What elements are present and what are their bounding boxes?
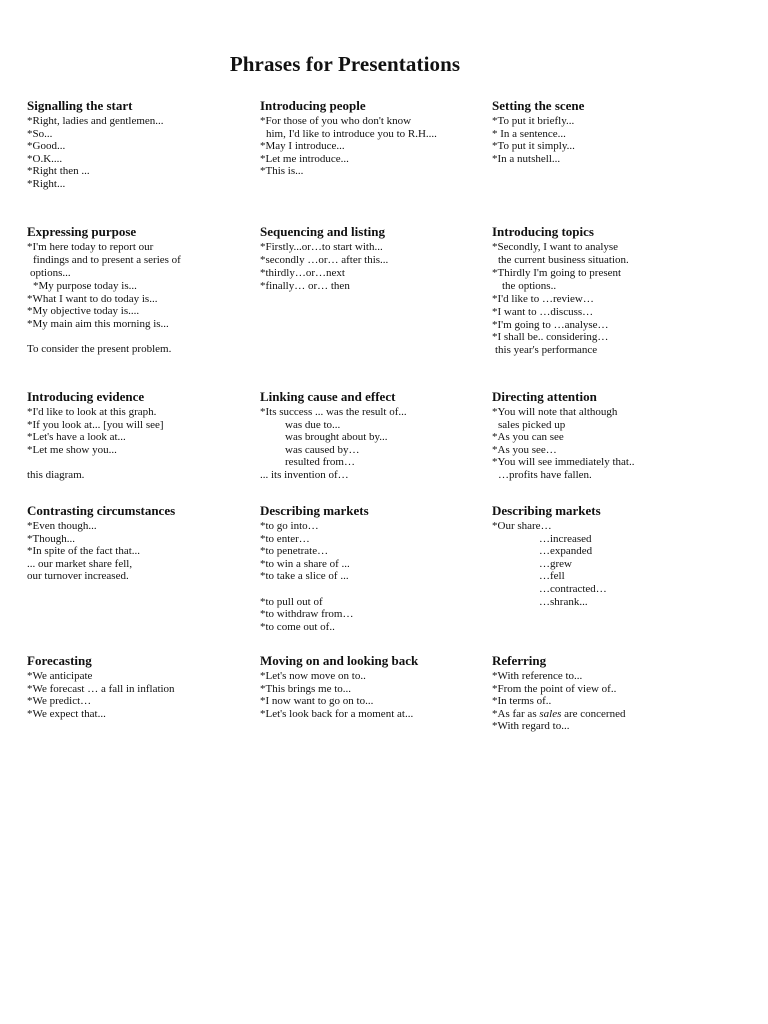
phrase-line <box>27 456 267 469</box>
section-heading: Moving on and looking back <box>260 653 419 668</box>
phrase-line: *to pull out of <box>260 595 323 608</box>
phrase-line: was caused by… <box>285 443 360 456</box>
phrase-line: *to penetrate… <box>260 545 329 558</box>
phrase-line: *to win a share of ... <box>260 557 350 570</box>
phrase-line: ... our market share fell, <box>27 557 133 570</box>
phrase-line: *To put it briefly... <box>492 115 575 127</box>
phrase-line: sales picked up <box>498 418 566 431</box>
phrase-line: *This brings me to... <box>260 682 352 695</box>
page-title: Phrases for Presentations <box>229 52 461 76</box>
phrase-line: *My main aim this morning is... <box>27 318 169 331</box>
phrase-line: *Right then ... <box>27 165 90 178</box>
phrase-line: *As you see… <box>492 443 557 456</box>
phrase-line: ... its invention of… <box>260 468 349 481</box>
phrase-emphasis: sales <box>539 707 562 720</box>
phrase-line: *Its success ... was the result of... <box>260 406 407 418</box>
phrase-line: *You will see immediately that.. <box>492 456 635 469</box>
section-heading: Contrasting circumstances <box>27 503 176 518</box>
phrase-line: …contracted… <box>539 582 607 595</box>
section-heading: Sequencing and listing <box>260 224 385 239</box>
phrase-line: *With regard to... <box>492 720 570 733</box>
phrase-line: *Right... <box>27 177 66 190</box>
phrase-line <box>260 583 500 596</box>
phrase-line: *We expect that... <box>27 707 106 720</box>
section-heading: Introducing people <box>260 98 366 113</box>
phrase-line: *Though... <box>27 532 75 545</box>
section-heading: Describing markets <box>260 503 369 518</box>
phrase-line: *This is... <box>260 165 304 178</box>
phrase-line: …shrank... <box>539 595 588 608</box>
section-referring <box>492 653 732 733</box>
phrase-line: *In terms of.. <box>492 695 552 708</box>
section-signalling-the-start <box>27 98 267 191</box>
section-describing-markets-verbs <box>260 503 500 633</box>
phrase-line: our turnover increased. <box>27 570 129 583</box>
phrase-line: *Let's now move on to.. <box>260 670 366 682</box>
phrase-line: …expanded <box>539 545 593 558</box>
phrase-line: *thirdly…or…next <box>260 267 345 280</box>
section-heading: Referring <box>492 653 547 668</box>
phrase-line: *For those of you who don't know <box>260 115 412 127</box>
section-introducing-people <box>260 98 500 178</box>
phrase-line: *So... <box>27 127 53 140</box>
phrase-line: resulted from… <box>285 456 355 469</box>
phrase-line: *May I introduce... <box>260 140 345 153</box>
phrase-line: …increased <box>539 532 592 545</box>
section-heading: Introducing evidence <box>27 389 145 404</box>
section-introducing-evidence <box>27 389 267 482</box>
section-describing-markets-share <box>492 503 732 608</box>
phrase-line: *My objective today is.... <box>27 305 140 318</box>
section-directing-attention <box>492 389 732 482</box>
phrase-line: *Firstly...or…to start with... <box>260 241 383 253</box>
section-linking-cause-and-effect <box>260 389 500 482</box>
phrase-line: *Let's look back for a moment at... <box>260 707 414 720</box>
phrase-line: *To put it simply... <box>492 140 575 153</box>
phrase-line: *Thirdly I'm going to present <box>492 267 622 280</box>
section-heading: Forecasting <box>27 653 92 668</box>
phrase-line: *I shall be.. considering… <box>492 331 609 344</box>
phrase-line: *What I want to do today is... <box>27 292 158 305</box>
phrase-line: …grew <box>539 557 572 570</box>
section-setting-the-scene <box>492 98 732 165</box>
phrase-line: *to come out of.. <box>260 620 335 633</box>
phrase-line: him, I'd like to introduce you to R.H.... <box>266 127 437 140</box>
section-introducing-topics <box>492 224 732 356</box>
phrase-line: *If you look at... [you will see] <box>27 418 164 431</box>
phrase-line: *Good... <box>27 140 66 153</box>
phrase-line: *to withdraw from… <box>260 608 354 621</box>
phrase-line: *We forecast … a fall in inflation <box>27 682 175 695</box>
section-heading: Setting the scene <box>492 98 585 113</box>
phrase-line: *I'm going to …analyse… <box>492 318 609 331</box>
phrase-line: *We predict… <box>27 695 92 708</box>
phrase-line: *to take a slice of ... <box>260 570 349 583</box>
phrase-line: *My purpose today is... <box>33 280 137 293</box>
phrase-line: findings and to present a series of <box>33 254 181 267</box>
phrase-line: *You will note that although <box>492 406 618 418</box>
section-heading: Directing attention <box>492 389 597 404</box>
phrase-line: *In spite of the fact that... <box>27 545 141 558</box>
phrase-line: *to go into… <box>260 520 319 532</box>
phrase-part: *As far as <box>492 707 540 720</box>
phrase-line: *secondly …or… after this... <box>260 254 389 267</box>
phrase-line <box>27 331 267 344</box>
phrase-line: *Even though... <box>27 520 97 532</box>
phrase-line: this diagram. <box>27 468 85 481</box>
phrase-line: *finally… or… then <box>260 280 350 293</box>
phrase-line: *Let's have a look at... <box>27 431 126 444</box>
phrase-line: the options.. <box>502 280 557 293</box>
phrase-line: *Let me show you... <box>27 443 117 456</box>
section-forecasting <box>27 653 267 720</box>
section-heading: Linking cause and effect <box>260 389 396 404</box>
section-heading: Introducing topics <box>492 224 594 239</box>
phrase-line: *Secondly, I want to analyse <box>492 241 619 253</box>
phrase-part: are concerned <box>561 707 626 720</box>
phrase-line: this year's performance <box>495 343 598 356</box>
phrase-line: …fell <box>539 570 565 583</box>
phrase-line: *I'd like to look at this graph. <box>27 406 157 418</box>
section-moving-on-and-looking-back <box>260 653 500 720</box>
phrase-line <box>492 708 732 721</box>
section-contrasting-circumstances <box>27 503 267 583</box>
phrase-line: *With reference to... <box>492 670 583 682</box>
phrase-line: *Let me introduce... <box>260 152 349 165</box>
phrase-line: was due to... <box>285 418 341 431</box>
phrase-line: *I'm here today to report our <box>27 241 154 253</box>
phrase-line: *As you can see <box>492 431 564 444</box>
phrase-line: was brought about by... <box>285 431 388 444</box>
phrase-line: *Right, ladies and gentlemen... <box>27 115 164 127</box>
section-heading: Expressing purpose <box>27 224 137 239</box>
section-heading: Describing markets <box>492 503 601 518</box>
section-expressing-purpose <box>27 224 267 356</box>
phrase-line: *I want to …discuss… <box>492 305 594 318</box>
phrase-line: …profits have fallen. <box>498 468 592 481</box>
phrase-line: *I'd like to …review… <box>492 293 594 306</box>
phrase-line: To consider the present problem. <box>27 343 172 356</box>
phrase-line: *We anticipate <box>27 670 93 682</box>
section-heading: Signalling the start <box>27 98 133 113</box>
phrase-line: *I now want to go on to... <box>260 695 374 708</box>
phrase-line: *to enter… <box>260 532 310 545</box>
phrase-line: the current business situation. <box>498 254 629 267</box>
phrase-line: *Our share… <box>492 520 552 532</box>
phrase-line: * In a sentence... <box>492 127 566 140</box>
phrase-line: *O.K.... <box>27 152 63 165</box>
phrase-line: *From the point of view of.. <box>492 682 617 695</box>
section-sequencing-and-listing <box>260 224 500 293</box>
phrase-line: *In a nutshell... <box>492 152 561 165</box>
phrase-line: options... <box>30 267 71 280</box>
